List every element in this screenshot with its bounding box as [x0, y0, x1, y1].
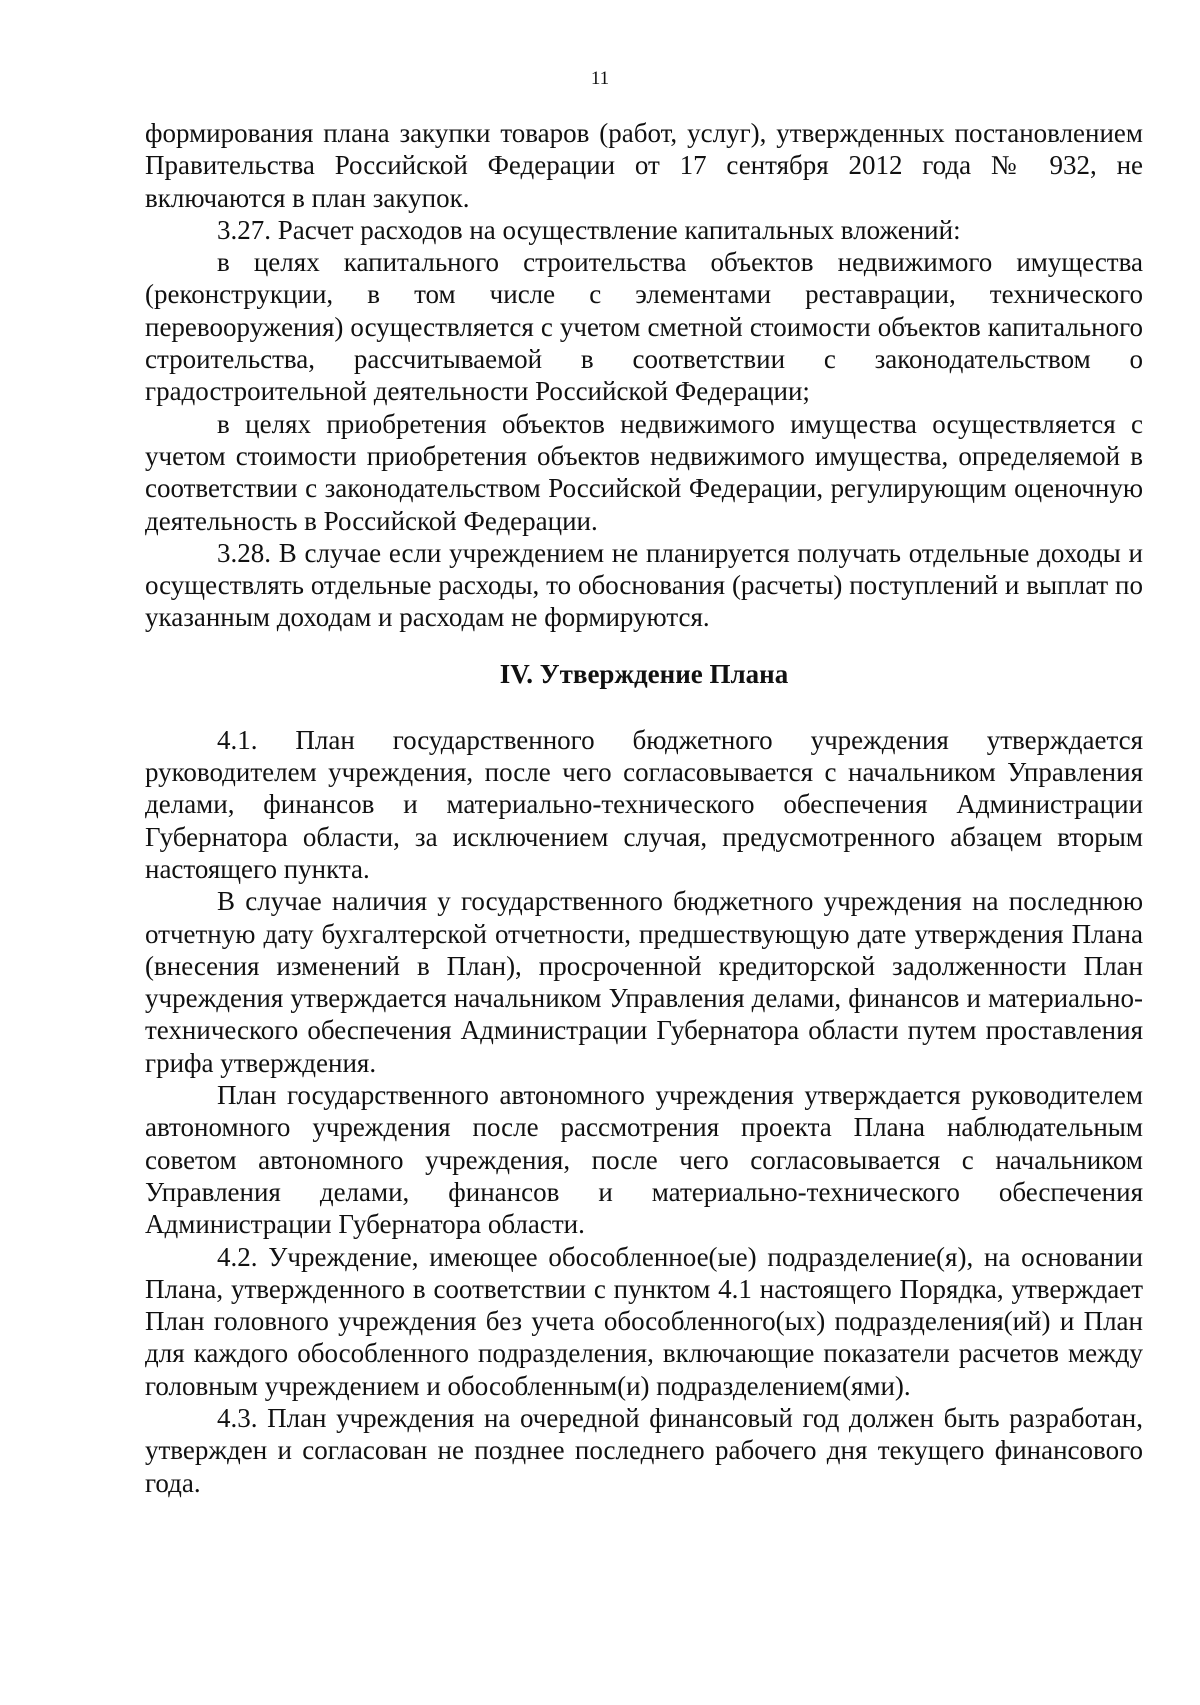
paragraph-4-2: 4.2. Учреждение, имеющее обособленное(ые) подразделение(я), на основании Плана, утвержденного в соответствии с пунктом 4.1 настоящего Порядка, утверждает План головного учреждения без учета обособленного(ых) подразделения(ий) и План для каждого обособленного подразделения, включающие показатели расчетов между головным учреждением и обособленным(и) подразделением(ями). — [145, 1241, 1143, 1401]
paragraph-3-27: 3.27. Расчет расходов на осуществление капитальных вложений: — [217, 214, 961, 245]
section-heading: IV. Утверждение Плана — [499, 658, 789, 689]
page-number: 11 — [590, 68, 610, 89]
paragraph-3-28: 3.28. В случае если учреждением не планируется получать отдельные доходы и осуществлять отдельные расходы, то обоснования (расчеты) поступлений и выплат по указанным доходам и расходам не формируются. — [145, 537, 1143, 633]
paragraph-4-3: 4.3. План учреждения на очередной финансовый год должен быть разработан, утвержден и согласован не позднее последнего рабочего дня текущего финансового года. — [145, 1402, 1143, 1498]
paragraph-real-estate-acquisition: в целях приобретения объектов недвижимого имущества осуществляется с учетом стоимости приобретения объектов недвижимого имущества, определяемой в соответствии с законодательством Российской Федерации, регулирующим оценочную деятельность в Российской Федерации. — [145, 408, 1143, 536]
paragraph-autonomous-institution: План государственного автономного учреждения утверждается руководителем автономного учреждения после рассмотрения проекта Плана наблюдательным советом автономного учреждения, после чего согласовывается с начальником Управления делами, финансов и материально-технического обеспечения Администрации Губернатора области. — [145, 1080, 1143, 1240]
paragraph-capital-construction: в целях капитального строительства объектов недвижимого имущества (реконструкции, в том числе с элементами реставрации, технического перевооружения) осуществляется с учетом сметной стоимости объектов капитального строительства, рассчитываемой в соответствии с законодательством о градостроительной деятельности Российской Федерации; — [145, 247, 1143, 407]
paragraph-4-1: 4.1. План государственного бюджетного учреждения утверждается руководителем учреждения, после чего согласовывается с начальником Управления делами, финансов и материально-технического обеспечения Администрации Губернатора области, за исключением случая, предусмотренного абзацем вторым настоящего пункта. — [145, 724, 1143, 884]
paragraph-overdue-debt: В случае наличия у государственного бюджетного учреждения на последнюю отчетную дату бухгалтерской отчетности, предшествующую дате утверждения Плана (внесения изменений в План), просроченной кредиторской задолженности План учреждения утверждается начальником Управления делами, финансов и материально-технического обеспечения Администрации Губернатора области путем проставления грифа утверждения. — [145, 886, 1143, 1078]
document-body — [145, 117, 1143, 1499]
paragraph-continuation: формирования плана закупки товаров (работ, услуг), утвержденных постановлением Правительства Российской Федерации от 17 сентября 2012 года № 932, не включаются в план закупок. — [145, 118, 1143, 213]
